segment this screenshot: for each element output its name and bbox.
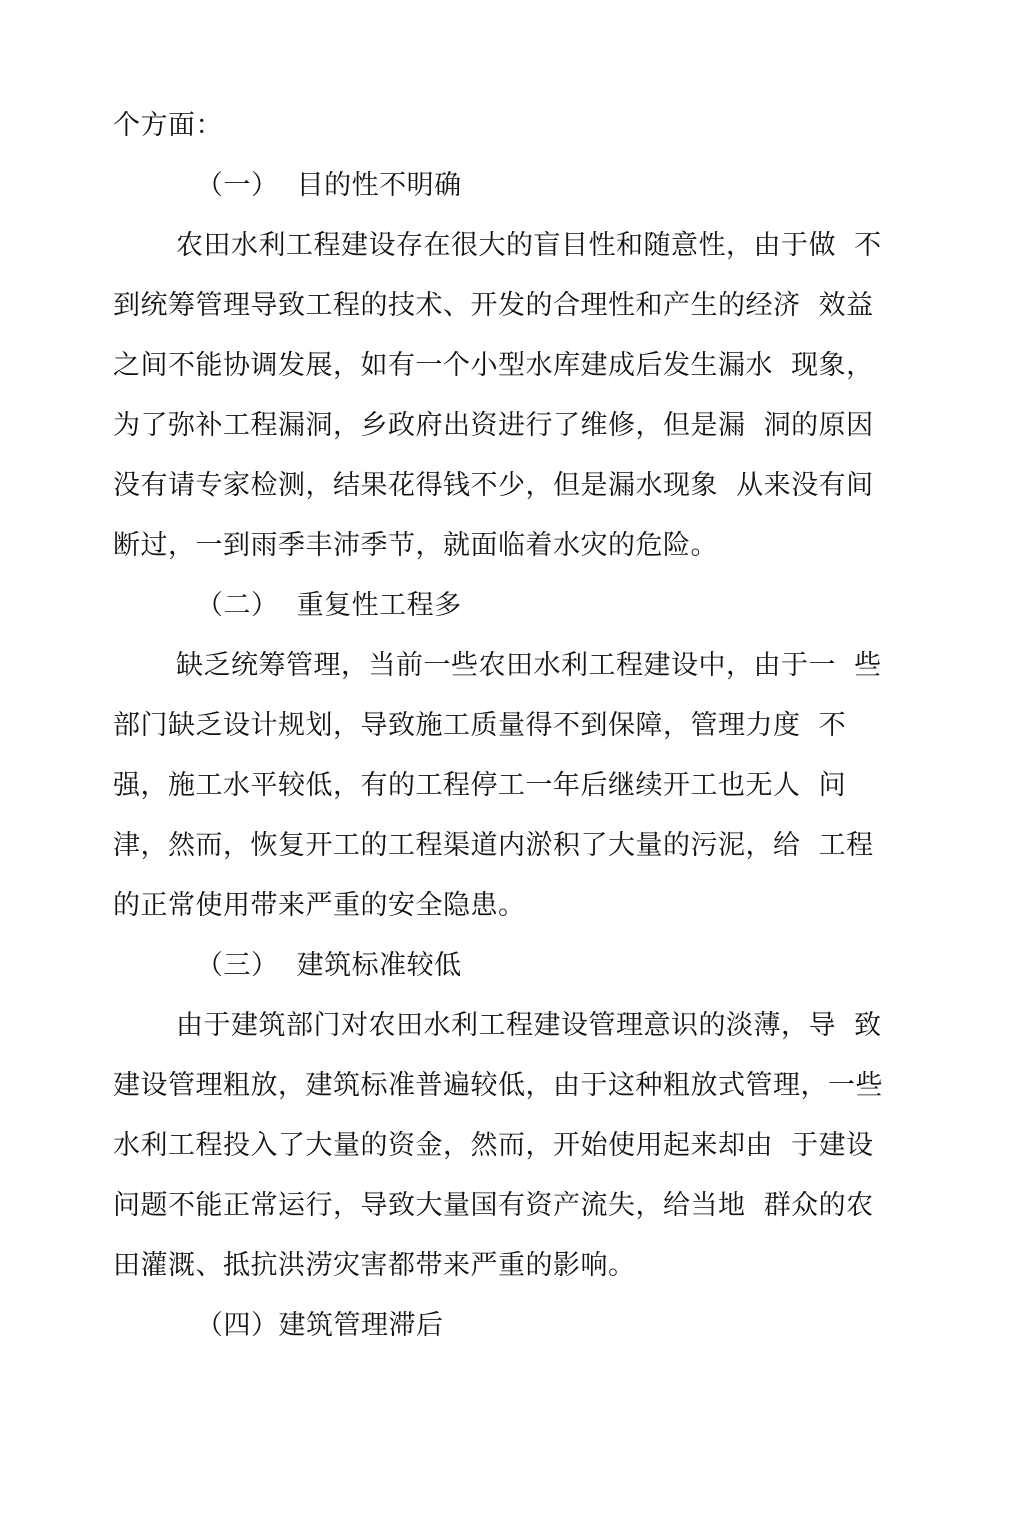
- text-line: 由于建筑部门对农田水利工程建设管理意识的淡薄，导 致: [176, 1010, 882, 1041]
- text-line: 津，然而，恢复开工的工程渠道内淤积了大量的污泥，给 工程: [113, 830, 874, 861]
- text-line: 水利工程投入了大量的资金，然而，开始使用起来却由 于建设: [113, 1130, 874, 1161]
- text-line: 建设管理粗放，建筑标准普遍较低，由于这种粗放式管理，一些: [113, 1070, 883, 1101]
- text-line: 的正常使用带来严重的安全隐患。: [113, 890, 526, 921]
- text-line: 之间不能协调发展，如有一个小型水库建成后发生漏水 现象，: [113, 350, 874, 381]
- text-line: 问题不能正常运行，导致大量国有资产流失，给当地 群众的农: [113, 1190, 874, 1221]
- text-line: 农田水利工程建设存在很大的盲目性和随意性，由于做 不: [176, 230, 882, 261]
- text-line: 没有请专家检测，结果花得钱不少，但是漏水现象 从来没有间: [113, 470, 874, 501]
- text-line: 强，施工水平较低，有的工程停工一年后继续开工也无人 问: [113, 770, 847, 801]
- section-heading-3: （三） 建筑标准较低: [196, 950, 462, 981]
- section-heading-4: （四）建筑管理滞后: [196, 1310, 444, 1341]
- text-line: 缺乏统筹管理，当前一些农田水利工程建设中，由于一 些: [176, 650, 882, 681]
- text-line: 断过，一到雨季丰沛季节，就面临着水灾的危险。: [113, 530, 718, 561]
- text-line: 部门缺乏设计规划，导致施工质量得不到保障，管理力度 不: [113, 710, 847, 741]
- text-line: 到统筹管理导致工程的技术、开发的合理性和产生的经济 效益: [113, 290, 874, 321]
- section-heading-2: （二） 重复性工程多: [196, 590, 462, 621]
- text-line: 田灌溉、抵抗洪涝灾害都带来严重的影响。: [113, 1250, 636, 1281]
- section-heading-1: （一） 目的性不明确: [196, 170, 462, 201]
- text-line: 为了弥补工程漏洞，乡政府出资进行了维修，但是漏 洞的原因: [113, 410, 874, 441]
- text-line: 个方面：: [113, 110, 223, 141]
